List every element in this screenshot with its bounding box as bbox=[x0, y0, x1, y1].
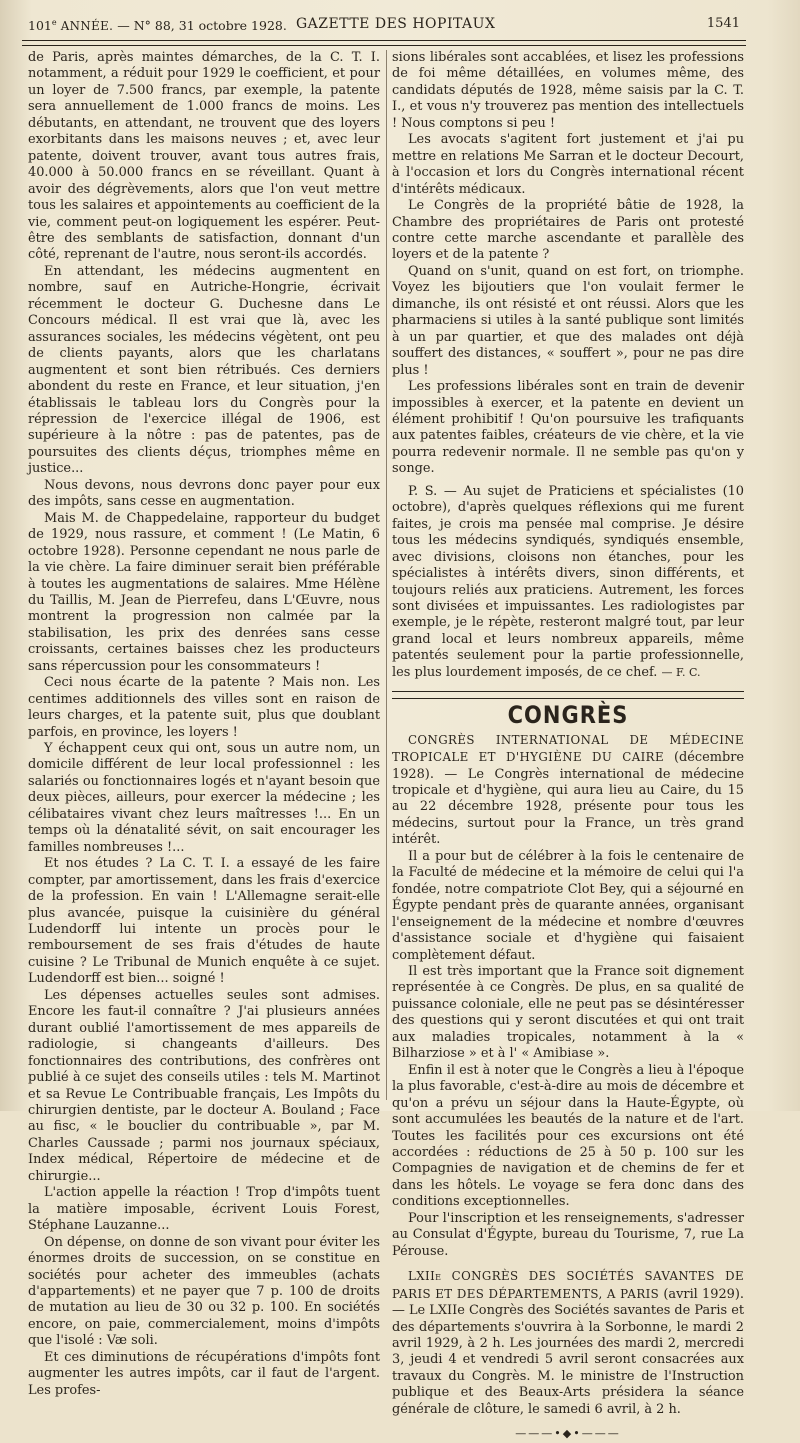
header-rule bbox=[22, 40, 746, 46]
congress-intro: (avril 1929). — Le LXIIe Congrès des Sociétés savantes de Paris et des départements s'ouvrira à la Sorbonne, le mardi 2 avril 1929, à 2 h. Les journées des mardi 2, mercredi 3, jeudi 4 et vendredi 5 avril seront consacrées aux travaux du Congrès. M. le ministre de l'Instruction publique et des Beaux-Arts présidera la séance générale de clôture, le samedi 6 avril, à 2 h. bbox=[392, 1286, 744, 1417]
paragraph: Et ces diminutions de récupérations d'impôts font augmenter les autres impôts, car il faut de l'argent. Les profes- bbox=[28, 1349, 380, 1398]
section-separator bbox=[392, 691, 744, 699]
congress-notice bbox=[392, 732, 744, 849]
year-number: 101 bbox=[28, 18, 52, 34]
issue-info bbox=[28, 18, 287, 33]
paragraph: Enfin il est à noter que le Congrès a lieu à l'époque la plus favorable, c'est-à-dire au mois de décembre et qu'on a prévu un séjour dans la Haute-Égypte, où sont accumulées les beautés de la nature et de l'art. Toutes les facilités pour ces excursions ont été accordées : réductions de 25 à 50 p. 100 sur les Compagnies de navigation et de chemins de fer et dans les hôtels. Le voyage se fera donc dans des conditions exceptionnelles. bbox=[392, 1062, 744, 1210]
left-column bbox=[28, 50, 380, 1399]
paragraph: Il a pour but de célébrer à la fois le centenaire de la Faculté de médecine et la mémoire de celui qui l'a fondée, notre compatriote Clot Bey, qui a séjourné en Égypte pendant près de quarante années, organisant l'enseignement de la médecine et nombre d'œuvres d'assistance sociale et d'hygiène qui faisaient complètement défaut. bbox=[392, 848, 744, 963]
paragraph: sions libérales sont accablées, et lisez les professions de foi même détaillées, en volumes même, des candidats députés de 1928, même saisis par la C. T. I., et vous n'y trouverez pas mention des intellectuels ! Nous comptons si peu ! bbox=[392, 50, 744, 131]
column-divider bbox=[386, 50, 387, 1100]
congress-heading: CONGRÈS INTERNATIONAL DE MÉDECINE TROPICALE ET D'HYGIÈNE DU CAIRE bbox=[392, 732, 744, 765]
page-number: 1541 bbox=[706, 16, 740, 31]
paragraph: Ceci nous écarte de la patente ? Mais non. Les centimes additionnels des villes sont en raison de leurs charges, et la patente suit, plus que doublant parfois, en province, les loyers ! bbox=[28, 675, 380, 740]
author-signature: — F. C. bbox=[661, 665, 701, 679]
section-title: CONGRÈS bbox=[507, 701, 629, 729]
paragraph: L'action appelle la réaction ! Trop d'impôts tuent la matière imposable, écrivent Louis Forest, Stéphane Lauzanne... bbox=[28, 1185, 380, 1234]
congress-intro: (décembre 1928). — Le Congrès international de médecine tropicale et d'hygiène, qui aura lieu au Caire, du 15 au 22 décembre 1928, présente pour tous les médecins, surtout pour la France, un très grand intérêt. bbox=[392, 750, 744, 848]
journal-title: GAZETTE DES HOPITAUX bbox=[296, 16, 496, 32]
paragraph: En attendant, les médecins augmentent en nombre, sauf en Autriche-Hongrie, écrivait récemment le docteur G. Duchesne dans Le Concours médical. Il est vrai que là, avec les assurances sociales, les médecins végètent, ont peu de clients payants, alors que les charlatans augmentent et sont bien rétribués. Ces derniers abondent du reste en France, et leur situation, j'en établissais le tableau lors du Congrès pour la répression de l'exercice illégal de 1906, est supérieure à la nôtre : pas de patentes, pas de poursuites des clients déçus, triomphes même en justice... bbox=[28, 263, 380, 477]
paragraph: Et nos études ? La C. T. I. a essayé de les faire compter, par amortissement, dans les frais d'exercice de la profession. En vain ! L'Allemagne serait-elle plus avancée, puisque la cuisinière du général Ludendorff lui intente un procès pour le remboursement de ses frais d'études de haute cuisine ? Le Tribunal de Munich enquête à ce sujet. Ludendorff est bien... soigné ! bbox=[28, 856, 380, 987]
paragraph: Le Congrès de la propriété bâtie de 1928, la Chambre des propriétaires de Paris ont protesté contre cette marche ascendante et parallèle des loyers et de la patente ? bbox=[392, 198, 744, 263]
paragraph: Les avocats s'agitent fort justement et j'ai pu mettre en relations Me Sarran et le docteur Decourt, à l'occasion et lors du Congrès international récent d'intérêts médicaux. bbox=[392, 132, 744, 197]
paragraph: Les dépenses actuelles seules sont admises. Encore les faut-il connaître ? J'ai plusieurs années durant oublié l'amortissement de mes appareils de radiologie, si changeants d'ailleurs. Des fonctionnaires des contributions, des confrères ont publié à ce sujet des conseils utiles : tels M. Martinot et sa Revue Le Contribuable français, Les Impôts du chirurgien dentiste, par le docteur A. Bouland ; Face au fisc, « le bouclier du contribuable », par M. Charles Caussade ; parmi nos journaux spéciaux, Index médical, Répertoire de médecine et de chirurgie... bbox=[28, 987, 380, 1184]
paragraph: Pour l'inscription et les renseignements, s'adresser au Consulat d'Égypte, bureau du Tourisme, 7, rue La Pérouse. bbox=[392, 1210, 744, 1259]
year-sup: e bbox=[51, 18, 57, 27]
paragraph: Les professions libérales sont en train de devenir impossibles à exercer, et la patente en devient un élément prohibitif ! Qu'on poursuive les trafiquants aux patentes faibles, créateurs de vie chère, et la vie pourra redevenir normale. Il ne semble pas qu'on y songe. bbox=[392, 379, 744, 477]
paragraph: On dépense, on donne de son vivant pour éviter les énormes droits de succession, on se constitue en sociétés pour acheter des immeubles (achats d'appartements) et ne payer que 7 p. 100 de droits de mutation au lieu de 30 ou 32 p. 100. En sociétés encore, on paie, commercialement, moins d'impôts que l'isolé : Væ soli. bbox=[28, 1234, 380, 1349]
paragraph: Il est très important que la France soit dignement représentée à ce Congrès. De plus, en sa qualité de puissance coloniale, elle ne peut pas se désintéresser des questions qui y seront discutées et qui ont trait aux maladies tropicales, notamment à la « Bilharziose » et à l' « Amibiase ». bbox=[392, 964, 744, 1062]
page-header bbox=[28, 14, 740, 36]
congress-notice bbox=[392, 1268, 744, 1418]
end-ornament: ———•◆•——— bbox=[515, 1427, 621, 1441]
issue-number: — N° 88, 31 octobre 1928. bbox=[113, 18, 287, 34]
paragraph: Nous devons, nous devrons donc payer pour eux des impôts, sans cesse en augmentation. bbox=[28, 477, 380, 510]
paragraph: Y échappent ceux qui ont, sous un autre nom, un domicile différent de leur local professionnel : les salariés ou fonctionnaires logés et n'ayant besoin que deux pièces, ailleurs, pour exercer la médecine ; les célibataires vivant chez leurs maîtresses !... En un temps où la dénatalité sévit, on sait encourager les familles nombreuses !... bbox=[28, 741, 380, 855]
year-suffix: ANNÉE. bbox=[56, 19, 114, 34]
paragraph: Quand on s'unit, quand on est fort, on triomphe. Voyez les bijoutiers que l'on voulait fermer le dimanche, ils ont résisté et ont réussi. Alors que les pharmaciens si utiles à la santé publique sont limités à un par quartier, et que des malades ont déjà souffert des distances, « souffert », pour ne pas dire plus ! bbox=[392, 263, 744, 378]
postscript-text: P. S. — Au sujet de Praticiens et spécialistes (10 octobre), d'après quelques réflexions qui me furent faites, je crois ma pensée mal comprise. Je désire tous les médecins syndiqués, syndiqués ensemble, avec divisions, cloisons non étanches, pour les spécialistes à intérêts divers, sinon différents, et toujours reliés aux praticiens. Autrement, les forces sont divisées et impuissantes. Les radiologistes par exemple, je le répète, resteront malgré tout, par leur grand local et leurs nombreux appareils, même patentés seulement pour la partie professionnelle, les plus lourdement imposés, de ce chef. bbox=[392, 483, 744, 680]
congress-heading: LXIIe CONGRÈS DES SOCIÉTÉS SAVANTES DE PARIS ET DES DÉPARTEMENTS, A PARIS bbox=[392, 1269, 744, 1301]
right-column bbox=[392, 50, 744, 1443]
paragraph: Mais M. de Chappedelaine, rapporteur du budget de 1929, nous rassure, et comment ! (Le Matin, 6 octobre 1928). Personne cependant ne nous parle de la vie chère. La faire diminuer serait bien préférable à toutes les augmentations de salaires. Mme Hélène du Taillis, M. Jean de Pierrefeu, dans L'Œuvre, nous montrent la progression non calmée par la stabilisation, les prix des denrées sans cesse croissants, certaines baisses chez les producteurs sans répercussion pour les consommateurs ! bbox=[28, 510, 380, 674]
postscript bbox=[392, 484, 744, 681]
paragraph: de Paris, après maintes démarches, de la C. T. I. notamment, a réduit pour 1929 le coefficient, et pour un loyer de 7.500 francs, par exemple, la patente sera annuellement de 1.000 francs de moins. Les débutants, en attendant, ne trouvent que des loyers exorbitants dans les maisons neuves ; et, avec leur patente, doivent trouver, avant tous autres frais, 40.000 à 50.000 francs en se réveillant. Quant à avoir des dégrèvements, alors que l'on veut mettre tous les salaires et appointements au coefficient de la vie, comment peut-on logiquement les espérer. Peut-être des semblants de satisfaction, donnant d'un côté, reprenant de l'autre, nous seront-ils accordés. bbox=[28, 50, 380, 263]
